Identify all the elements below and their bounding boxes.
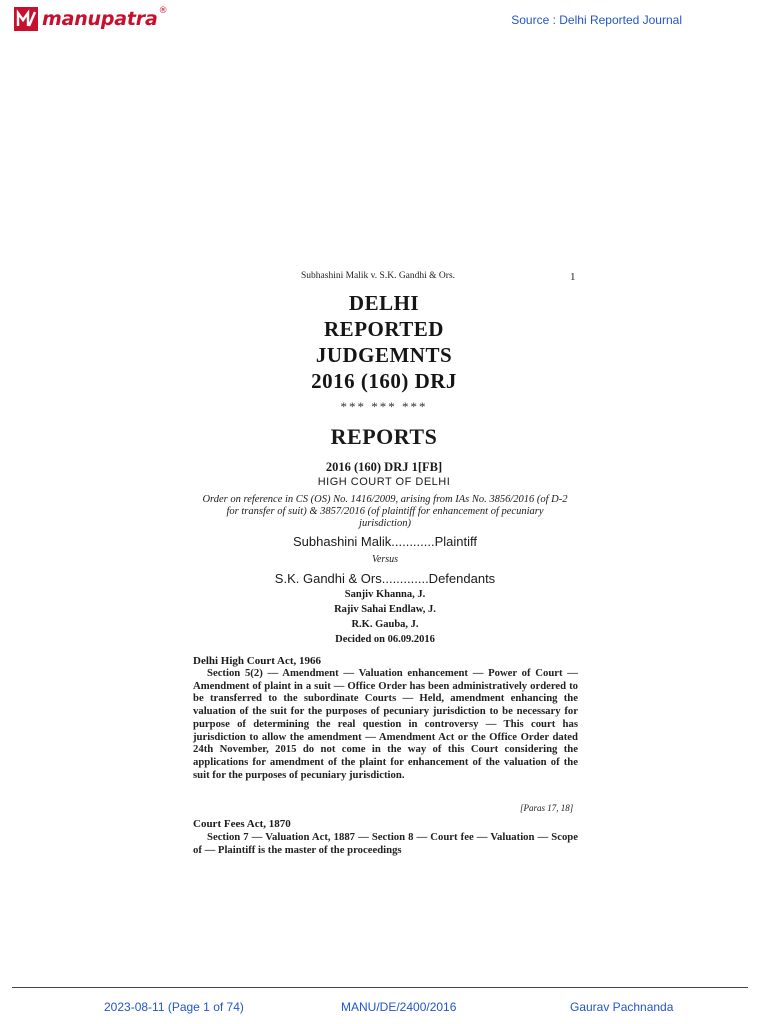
headnote-paragraph-1: Section 5(2) — Amendment — Valuation enhancement — Power of Court — Amendment of plaint in a suit — Office Order has been administratively ordered to be transferred to the subordinate Courts — Held, amendment enhancing the valuation of the suit for the purposes of pecuniary jurisdiction to be necessary for purpose of determining the real question in controversy — This court has jurisdiction to allow the amendment — Amendment Act or the Office Order dated 24th November, 2015 do not come in the way of this Court considering the applications for amendment of the plaint for enhancement of the valuation of the suit for the purposes of pecuniary jurisdiction. — [193, 667, 578, 781]
judge-1: Sanjiv Khanna, J. — [344, 589, 426, 600]
act-heading-1: Delhi High Court Act, 1966 — [193, 655, 322, 667]
title-line-4: 2016 (160) DRJ — [311, 369, 457, 393]
footer-date-page: 2023-08-11 (Page 1 of 74) — [104, 1000, 244, 1014]
defendants: S.K. Gandhi & Ors.............Defendants — [274, 571, 496, 586]
manupatra-logo-icon — [14, 7, 38, 31]
versus: Versus — [371, 554, 399, 565]
headnote-paragraph-2: Section 7 — Valuation Act, 1887 — Section 8 — Court fee — Valuation — Scope of — Plaintiff is the master of the proceedings — [193, 831, 578, 856]
page-number: 1 — [570, 271, 576, 283]
act-heading-2: Court Fees Act, 1870 — [193, 818, 291, 830]
decided-date: Decided on 06.09.2016 — [335, 634, 435, 645]
title-line-2: REPORTED — [324, 317, 444, 341]
reports-heading: REPORTS — [330, 424, 438, 449]
title-line-3: JUDGEMNTS — [315, 343, 453, 367]
registered-mark: ® — [158, 6, 168, 16]
paras-reference: [Paras 17, 18] — [520, 803, 574, 813]
order-reference: Order on reference in CS (OS) No. 1416/2009, arising from IAs No. 3856/2016 (of D-2 for transfer of suit) & 3857/2016 (of plaintiff for enhancement of pecuniary jurisdiction) — [202, 494, 568, 529]
court-name: HIGH COURT OF DELHI — [317, 476, 451, 488]
judge-2: Rajiv Sahai Endlaw, J. — [334, 604, 436, 615]
footer-citation: MANU/DE/2400/2016 — [341, 1000, 457, 1014]
manupatra-logo[interactable] — [14, 6, 168, 32]
judge-3: R.K. Gauba, J. — [351, 619, 419, 630]
stars-divider: *** *** *** — [340, 399, 428, 414]
footer-divider — [12, 987, 748, 988]
plaintiff: Subhashini Malik............Plaintiff — [292, 534, 477, 549]
source-label: Source : Delhi Reported Journal — [511, 13, 682, 27]
running-head: Subhashini Malik v. S.K. Gandhi & Ors. — [301, 271, 456, 281]
footer-user: Gaurav Pachnanda — [570, 1000, 674, 1014]
logo-text: manupatra — [42, 8, 158, 30]
case-citation: 2016 (160) DRJ 1[FB] — [325, 460, 443, 474]
title-line-1: DELHI — [348, 291, 420, 315]
